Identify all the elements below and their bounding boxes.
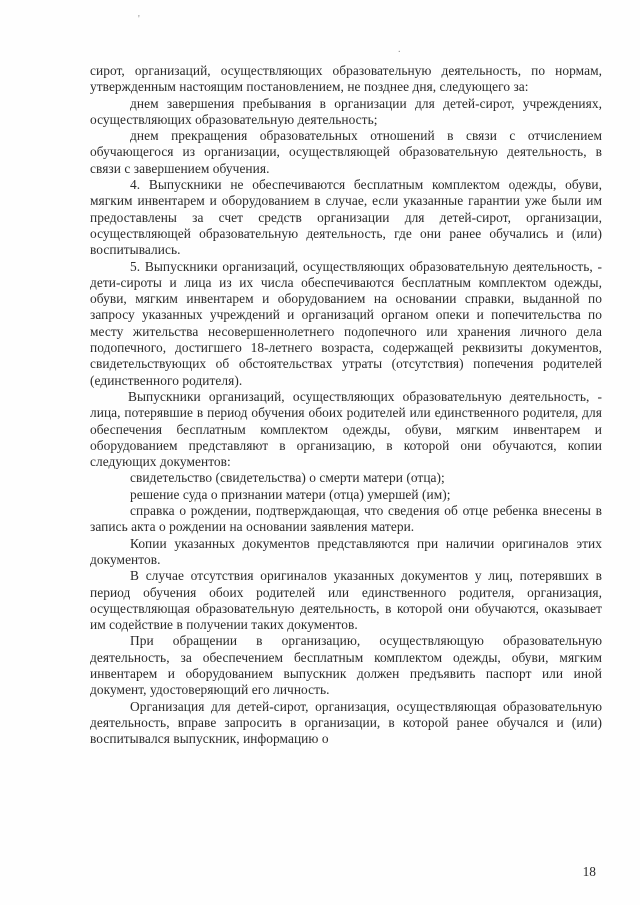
paragraph: При обращении в организацию, осуществляющую образовательную деятельность, за обеспечением бесплатным комплектом одежды, обуви, мягким инвентарем и оборудованием выпускник должен предъявить паспорт или иной документ, удостоверяющий его личность. bbox=[90, 633, 602, 698]
paragraph: свидетельство (свидетельства) о смерти матери (отца); bbox=[130, 470, 445, 486]
paragraph: днем завершения пребывания в организации для детей-сирот, учреждениях, осуществляющих образовательную деятельность; bbox=[90, 95, 602, 127]
scan-artifact-mark: . bbox=[398, 44, 401, 55]
scan-artifact-mark: ' bbox=[138, 14, 140, 25]
paragraph: 5. Выпускники организаций, осуществляющих образовательную деятельность, - дети-сироты и лица из их числа обеспечиваются бесплатным комплектом одежды, обуви, мягким инвентарем и оборудованием на основании справки, выданной по запросу указанных учреждений и организаций органом опеки и попечительства по месту жительства несовершеннолетнего подопечного или хранения личного дела подопечного, достигшего 18-летнего возраста, содержащей реквизиты документов, свидетельствующих об обстоятельствах утраты (отсутствия) попечения родителей (единственного родителя). bbox=[90, 258, 602, 388]
paragraph: сирот, организаций, осуществляющих образовательную деятельность, по нормам, утвержденным настоящим постановлением, не позднее дня, следующего за: bbox=[90, 63, 602, 95]
paragraph: Организация для детей-сирот, организация, осуществляющая образовательную деятельность, вправе запросить в организации, в которой ранее обучался и (или) воспитывался выпускник, информацию о bbox=[90, 698, 602, 747]
paragraph: В случае отсутствия оригиналов указанных документов у лиц, потерявших в период обучения обоих родителей или единственного родителя, организация, осуществляющая образовательную деятельность, в которой они обучаются, оказывает им содействие в получении таких документов. bbox=[90, 568, 602, 633]
paragraph: Копии указанных документов представляются при наличии оригиналов этих документов. bbox=[90, 535, 602, 567]
paragraph: днем прекращения образовательных отношений в связи с отчислением обучающегося из организации, осуществляющей образовательную деятельность, в связи с завершением обучения. bbox=[90, 128, 602, 176]
page-number: 18 bbox=[582, 864, 596, 879]
paragraph: Выпускники организаций, осуществляющих образовательную деятельность, - лица, потерявшие в период обучения обоих родителей или единственного родителя, для обеспечения бесплатным комплектом одежды, обуви, мягким инвентарем и оборудованием представляют в организацию, в которой они обучаются, копии следующих документов: bbox=[90, 388, 602, 470]
document-body bbox=[90, 63, 602, 747]
paragraph: 4. Выпускники не обеспечиваются бесплатным комплектом одежды, обуви, мягким инвентарем и оборудованием в случае, если указанные гарантии уже были им предоставлены за счет средств организации для детей-сирот, организации, осуществляющей образовательную деятельность, где они ранее обучались и (или) воспитывались. bbox=[90, 177, 602, 258]
paragraph: решение суда о признании матери (отца) умершей (им); bbox=[130, 486, 451, 502]
paragraph: справка о рождении, подтверждающая, что сведения об отце ребенка внесены в запись акта о рождении на основании заявления матери. bbox=[90, 503, 602, 535]
